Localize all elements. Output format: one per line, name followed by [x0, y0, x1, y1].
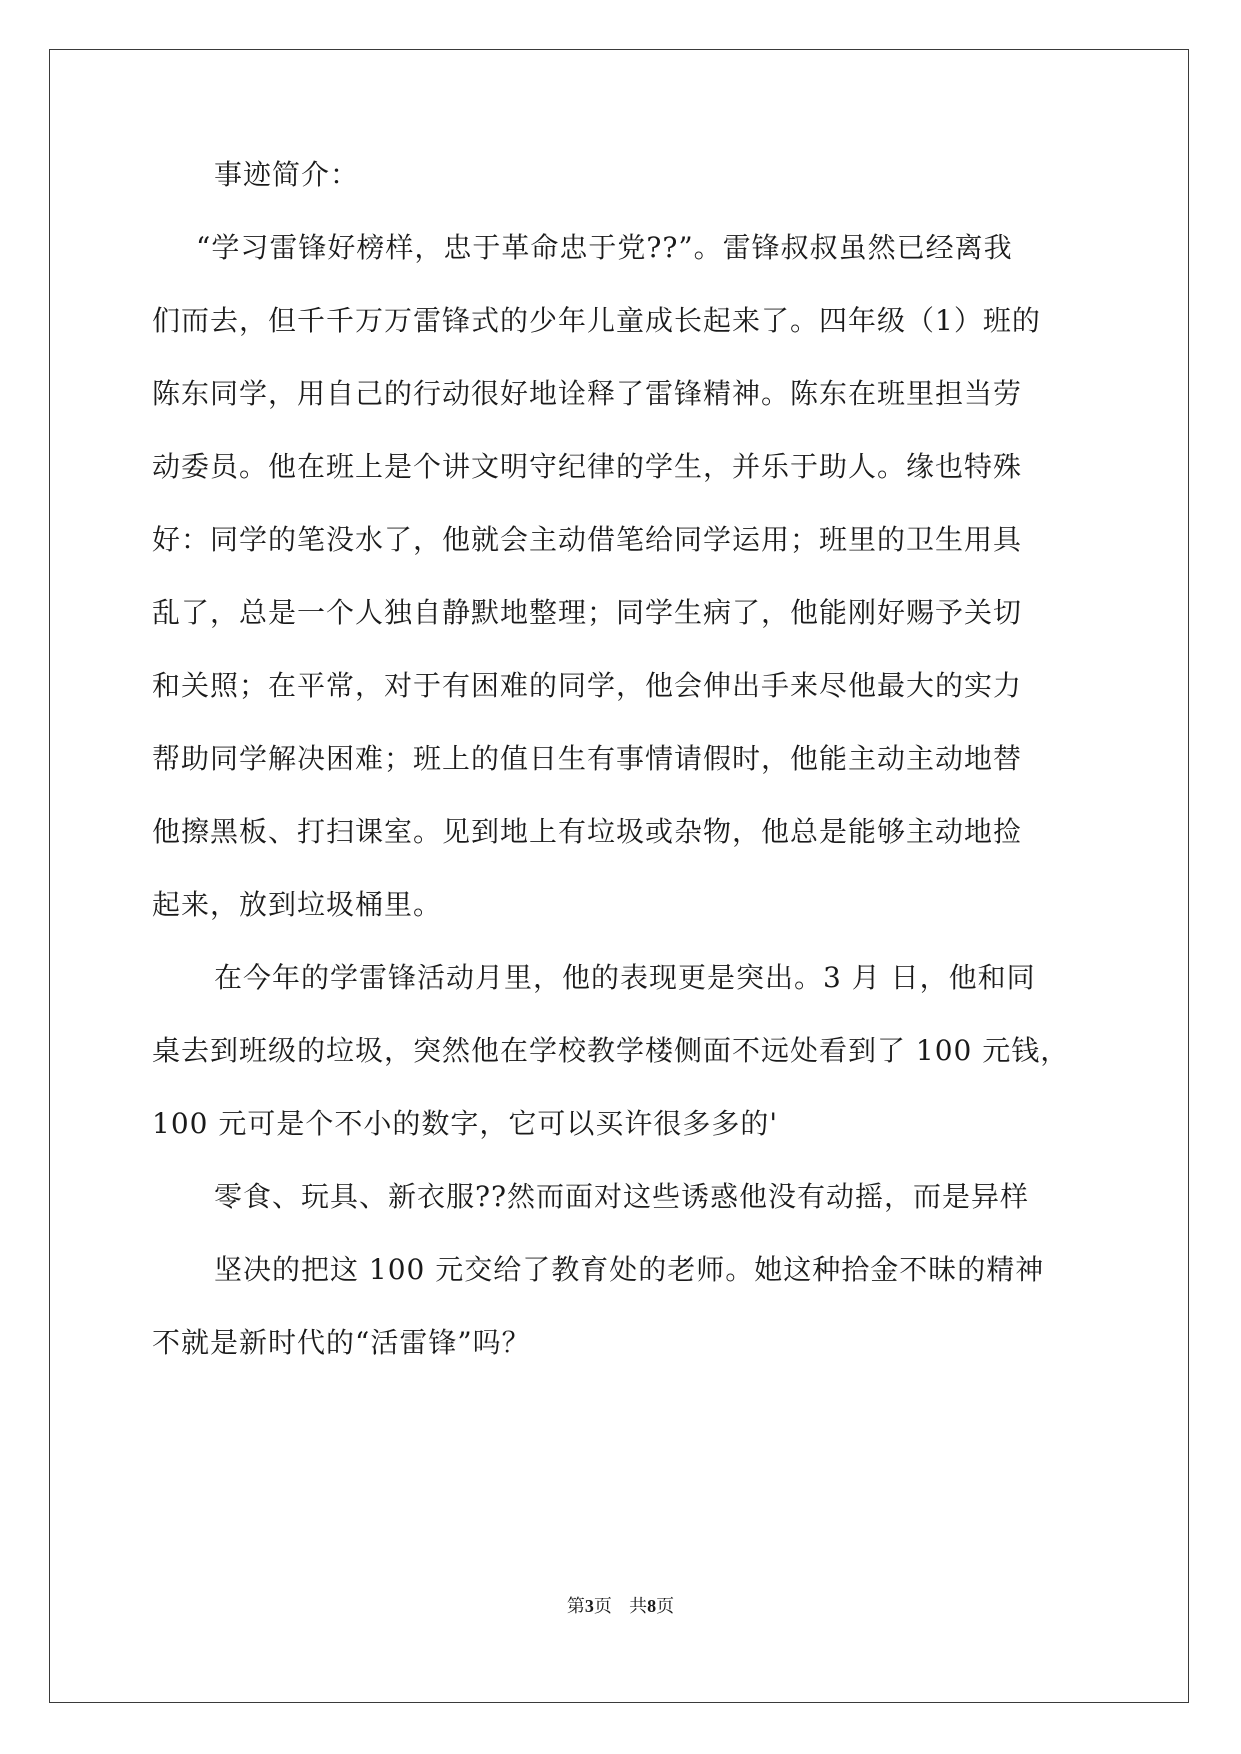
page-current: 3: [584, 1596, 594, 1616]
paragraph-line: 起来，放到垃圾桶里。: [152, 888, 443, 921]
paragraph-line: 100 元可是个不小的数字，它可以买许很多多的': [152, 1107, 779, 1140]
paragraph-line: 动委员。他在班上是个讲文明守纪律的学生，并乐于助人。缘也特殊: [152, 450, 1023, 483]
paragraph-line: 桌去到班级的垃圾，突然他在学校教学楼侧面不远处看到了 100 元钱，: [152, 1034, 1070, 1067]
paragraph-line: 好：同学的笔没水了，他就会主动借笔给同学运用；班里的卫生用具: [152, 523, 1023, 556]
paragraph-line: 坚决的把这 100 元交给了教育处的老师。她这种拾金不昧的精神: [214, 1253, 1045, 1286]
paragraph-line: 陈东同学，用自己的行动很好地诠释了雷锋精神。陈东在班里担当劳: [152, 377, 1023, 410]
paragraph-line: 零食、玩具、新衣服??然而面对这些诱惑他没有动摇，而是异样: [214, 1180, 1030, 1213]
page-prefix: 第: [566, 1596, 585, 1617]
paragraph-line: 和关照；在平常，对于有困难的同学，他会伸出手来尽他最大的实力: [152, 669, 1023, 702]
paragraph-line: “学习雷锋好榜样，忠于革命忠于党??”。雷锋叔叔虽然已经离我: [196, 231, 1013, 264]
paragraph-line: 帮助同学解决困难；班上的值日生有事情请假时，他能主动主动地替: [152, 742, 1023, 775]
paragraph-line: 他擦黑板、打扫课室。见到地上有垃圾或杂物，他总是能够主动地捡: [152, 815, 1023, 848]
page-footer: [0, 1592, 1241, 1618]
paragraph-line: 在今年的学雷锋活动月里，他的表现更是突出。3 月 日，他和同: [214, 961, 1036, 994]
page-border: [49, 49, 1189, 1703]
page-mid: 页 共: [593, 1596, 648, 1617]
paragraph-line: 们而去，但千千万万雷锋式的少年儿童成长起来了。四年级（1）班的: [152, 304, 1041, 337]
section-heading: 事迹简介：: [214, 158, 360, 191]
page-suffix: 页: [656, 1596, 675, 1617]
paragraph-line: 乱了，总是一个人独自静默地整理；同学生病了，他能刚好赐予关切: [152, 596, 1023, 629]
paragraph-line: 不就是新时代的“活雷锋”吗？: [152, 1326, 531, 1359]
page-total: 8: [647, 1596, 657, 1616]
